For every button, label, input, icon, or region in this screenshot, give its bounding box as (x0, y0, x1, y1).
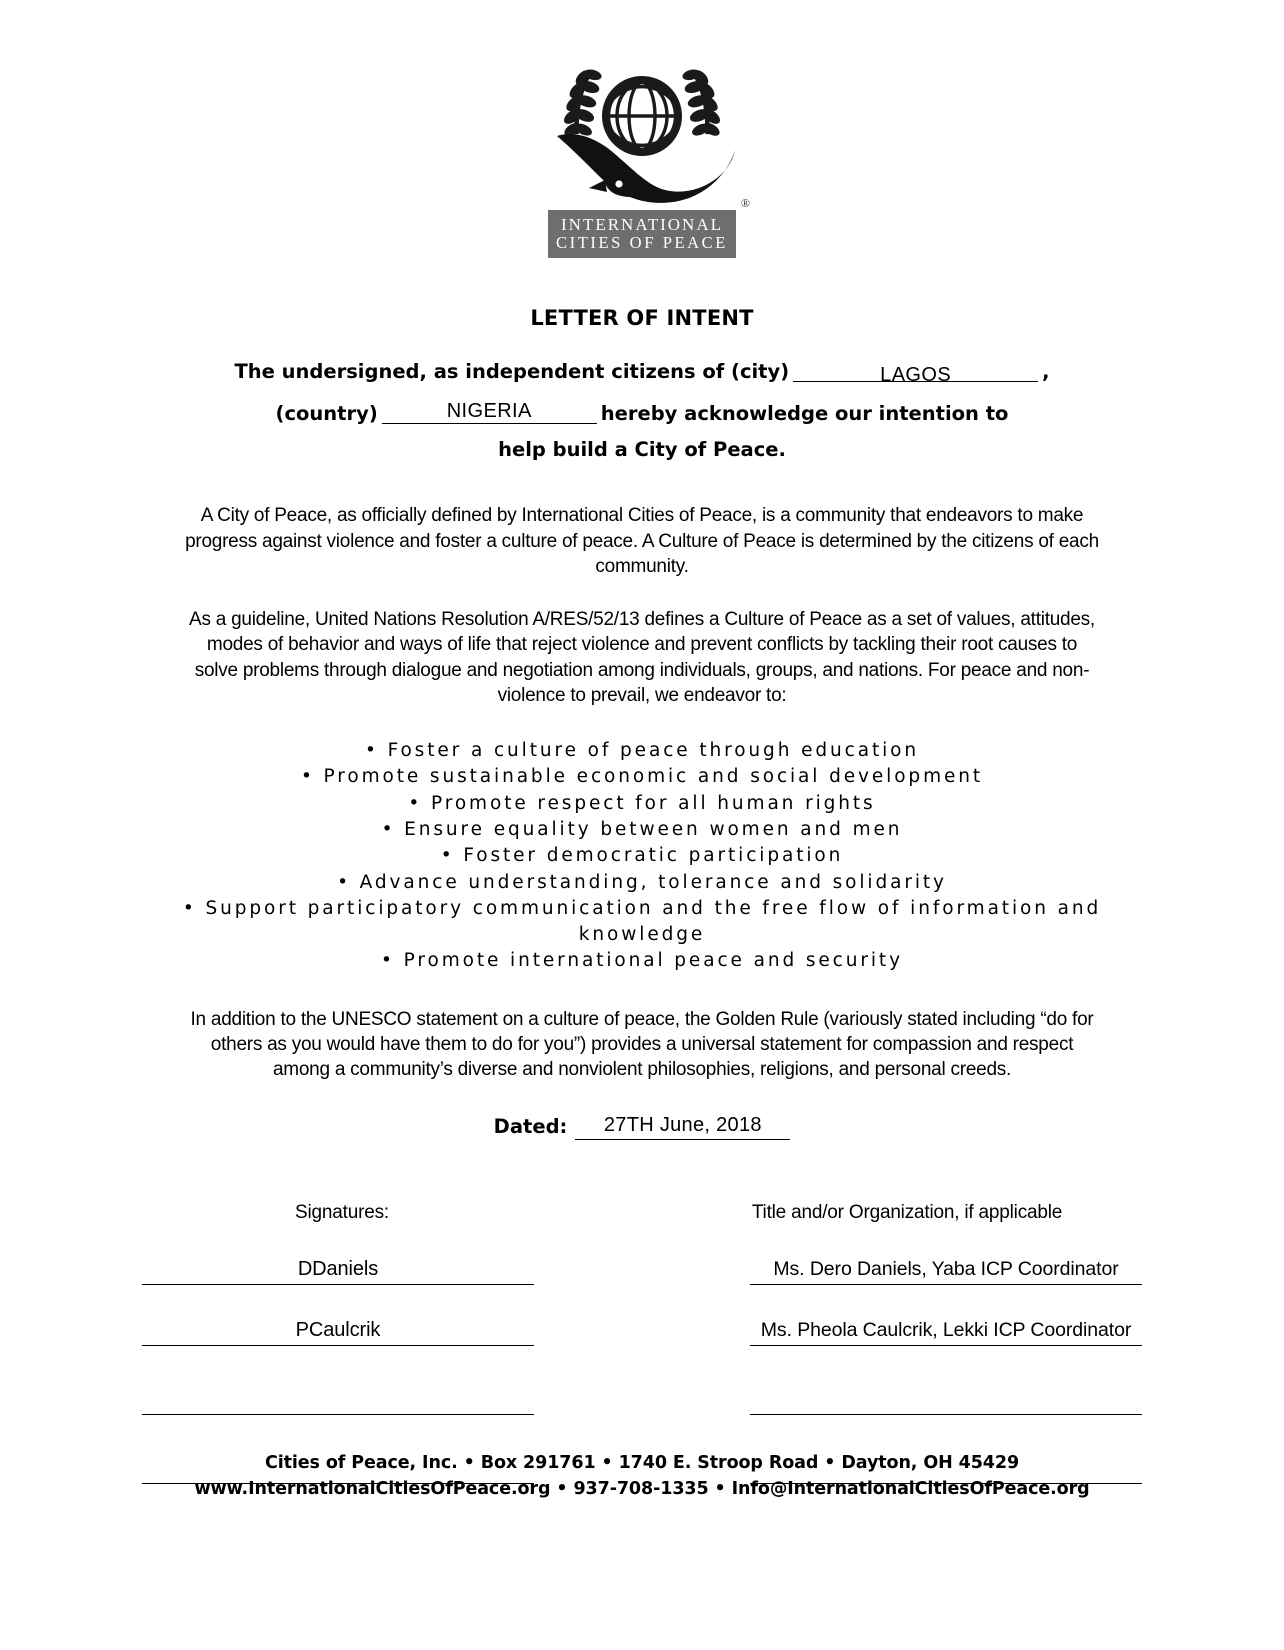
country-value: NIGERIA (446, 399, 532, 422)
title-field[interactable] (750, 1311, 1142, 1346)
logo-wordmark (548, 196, 750, 258)
declaration-line1-suffix: , (1042, 360, 1050, 384)
table-row (142, 1380, 1142, 1415)
date-field[interactable] (575, 1112, 790, 1140)
paragraph-guideline: As a guideline, United Nations Resolution A/RES/52/13 defines a Culture of Peace as a set of values, attitudes, modes of behavior and ways of life that reject violence and prevent conflicts by tackling their root causes to solve problems through dialogue and negotiation among individuals, groups, and nations. For peace and non-violence to prevail, we endeavor to: (189, 609, 1095, 706)
title-field[interactable] (750, 1250, 1142, 1285)
declaration-line-1 (0, 356, 1284, 386)
table-row (142, 1311, 1142, 1346)
dated-label: Dated: (493, 1115, 568, 1139)
city-field[interactable] (793, 356, 1038, 386)
declaration-line-3: help build a City of Peace. (498, 437, 786, 461)
organization-logo (0, 0, 1284, 258)
tenet-list (142, 738, 1142, 974)
city-value: LAGOS (880, 363, 952, 386)
signature-value: PCaulcrik (295, 1319, 381, 1342)
declaration-line2-suffix: hereby acknowledge our intention to (600, 402, 1009, 426)
title-value: Ms. Pheola Caulcrik, Lekki ICP Coordinator (760, 1319, 1132, 1342)
date-value: 27TH June, 2018 (603, 1114, 762, 1137)
signature-value: DDaniels (297, 1258, 379, 1281)
paragraph-golden-rule: In addition to the UNESCO statement on a culture of peace, the Golden Rule (variously stated including “do for others as you would have them to do for you”) provides a universal statement for compassion and respect among a community’s diverse and nonviolent philosophies, religions, and personal creeds. (190, 1008, 1094, 1081)
signature-field[interactable] (142, 1311, 534, 1346)
list-item: • Advance understanding, tolerance and solidarity (337, 871, 947, 893)
declaration-block (0, 356, 1284, 460)
country-field[interactable] (382, 398, 597, 424)
declaration-country-prefix: (country) (275, 402, 378, 426)
declaration-line-2 (0, 398, 1284, 424)
declaration-city-prefix: The undersigned, as independent citizens of (city) (234, 360, 790, 384)
signature-section (142, 1202, 1142, 1484)
list-item: • Foster democratic participation (440, 845, 844, 867)
signatures-column-header: Signatures: (295, 1202, 389, 1224)
list-item: • Support participatory communication and the free flow of information and knowledge (182, 897, 1102, 946)
list-item: • Foster a culture of peace through education (364, 740, 920, 762)
list-item: • Promote sustainable economic and social development (300, 766, 984, 788)
signature-field[interactable] (142, 1380, 534, 1415)
registered-trademark-icon: ® (740, 196, 750, 210)
logo-wordmark-line2: CITIES OF PEACE (556, 232, 728, 252)
footer-address-line: Cities of Peace, Inc. • Box 291761 • 1740 E. Stroop Road • Dayton, OH 45429 (264, 1453, 1020, 1474)
list-item: • Promote international peace and security (381, 950, 903, 972)
list-item: • Promote respect for all human rights (408, 792, 876, 814)
dated-row (0, 1112, 1284, 1140)
paragraph-definition: A City of Peace, as officially defined by International Cities of Peace, is a community that endeavors to make progress against violence and foster a culture of peace. A Culture of Peace is determined by the citizens of each community. (185, 505, 1099, 577)
logo-wordmark-line1: INTERNATIONAL (561, 215, 723, 234)
title-value: Ms. Dero Daniels, Yaba ICP Coordinator (773, 1258, 1119, 1281)
signature-field[interactable] (142, 1250, 534, 1285)
footer-contact-line: www.InternationalCitiesOfPeace.org • 937-708-1335 • Info@InternationalCitiesOfPeace.org (194, 1478, 1090, 1499)
table-row (142, 1250, 1142, 1285)
page-title: LETTER OF INTENT (530, 305, 754, 330)
document-footer (0, 1451, 1284, 1502)
list-item: • Ensure equality between women and men (381, 818, 903, 840)
signature-headers (142, 1202, 1142, 1224)
logo-mark (527, 58, 757, 208)
titles-column-header: Title and/or Organization, if applicable (751, 1202, 1063, 1224)
title-field[interactable] (750, 1380, 1142, 1415)
